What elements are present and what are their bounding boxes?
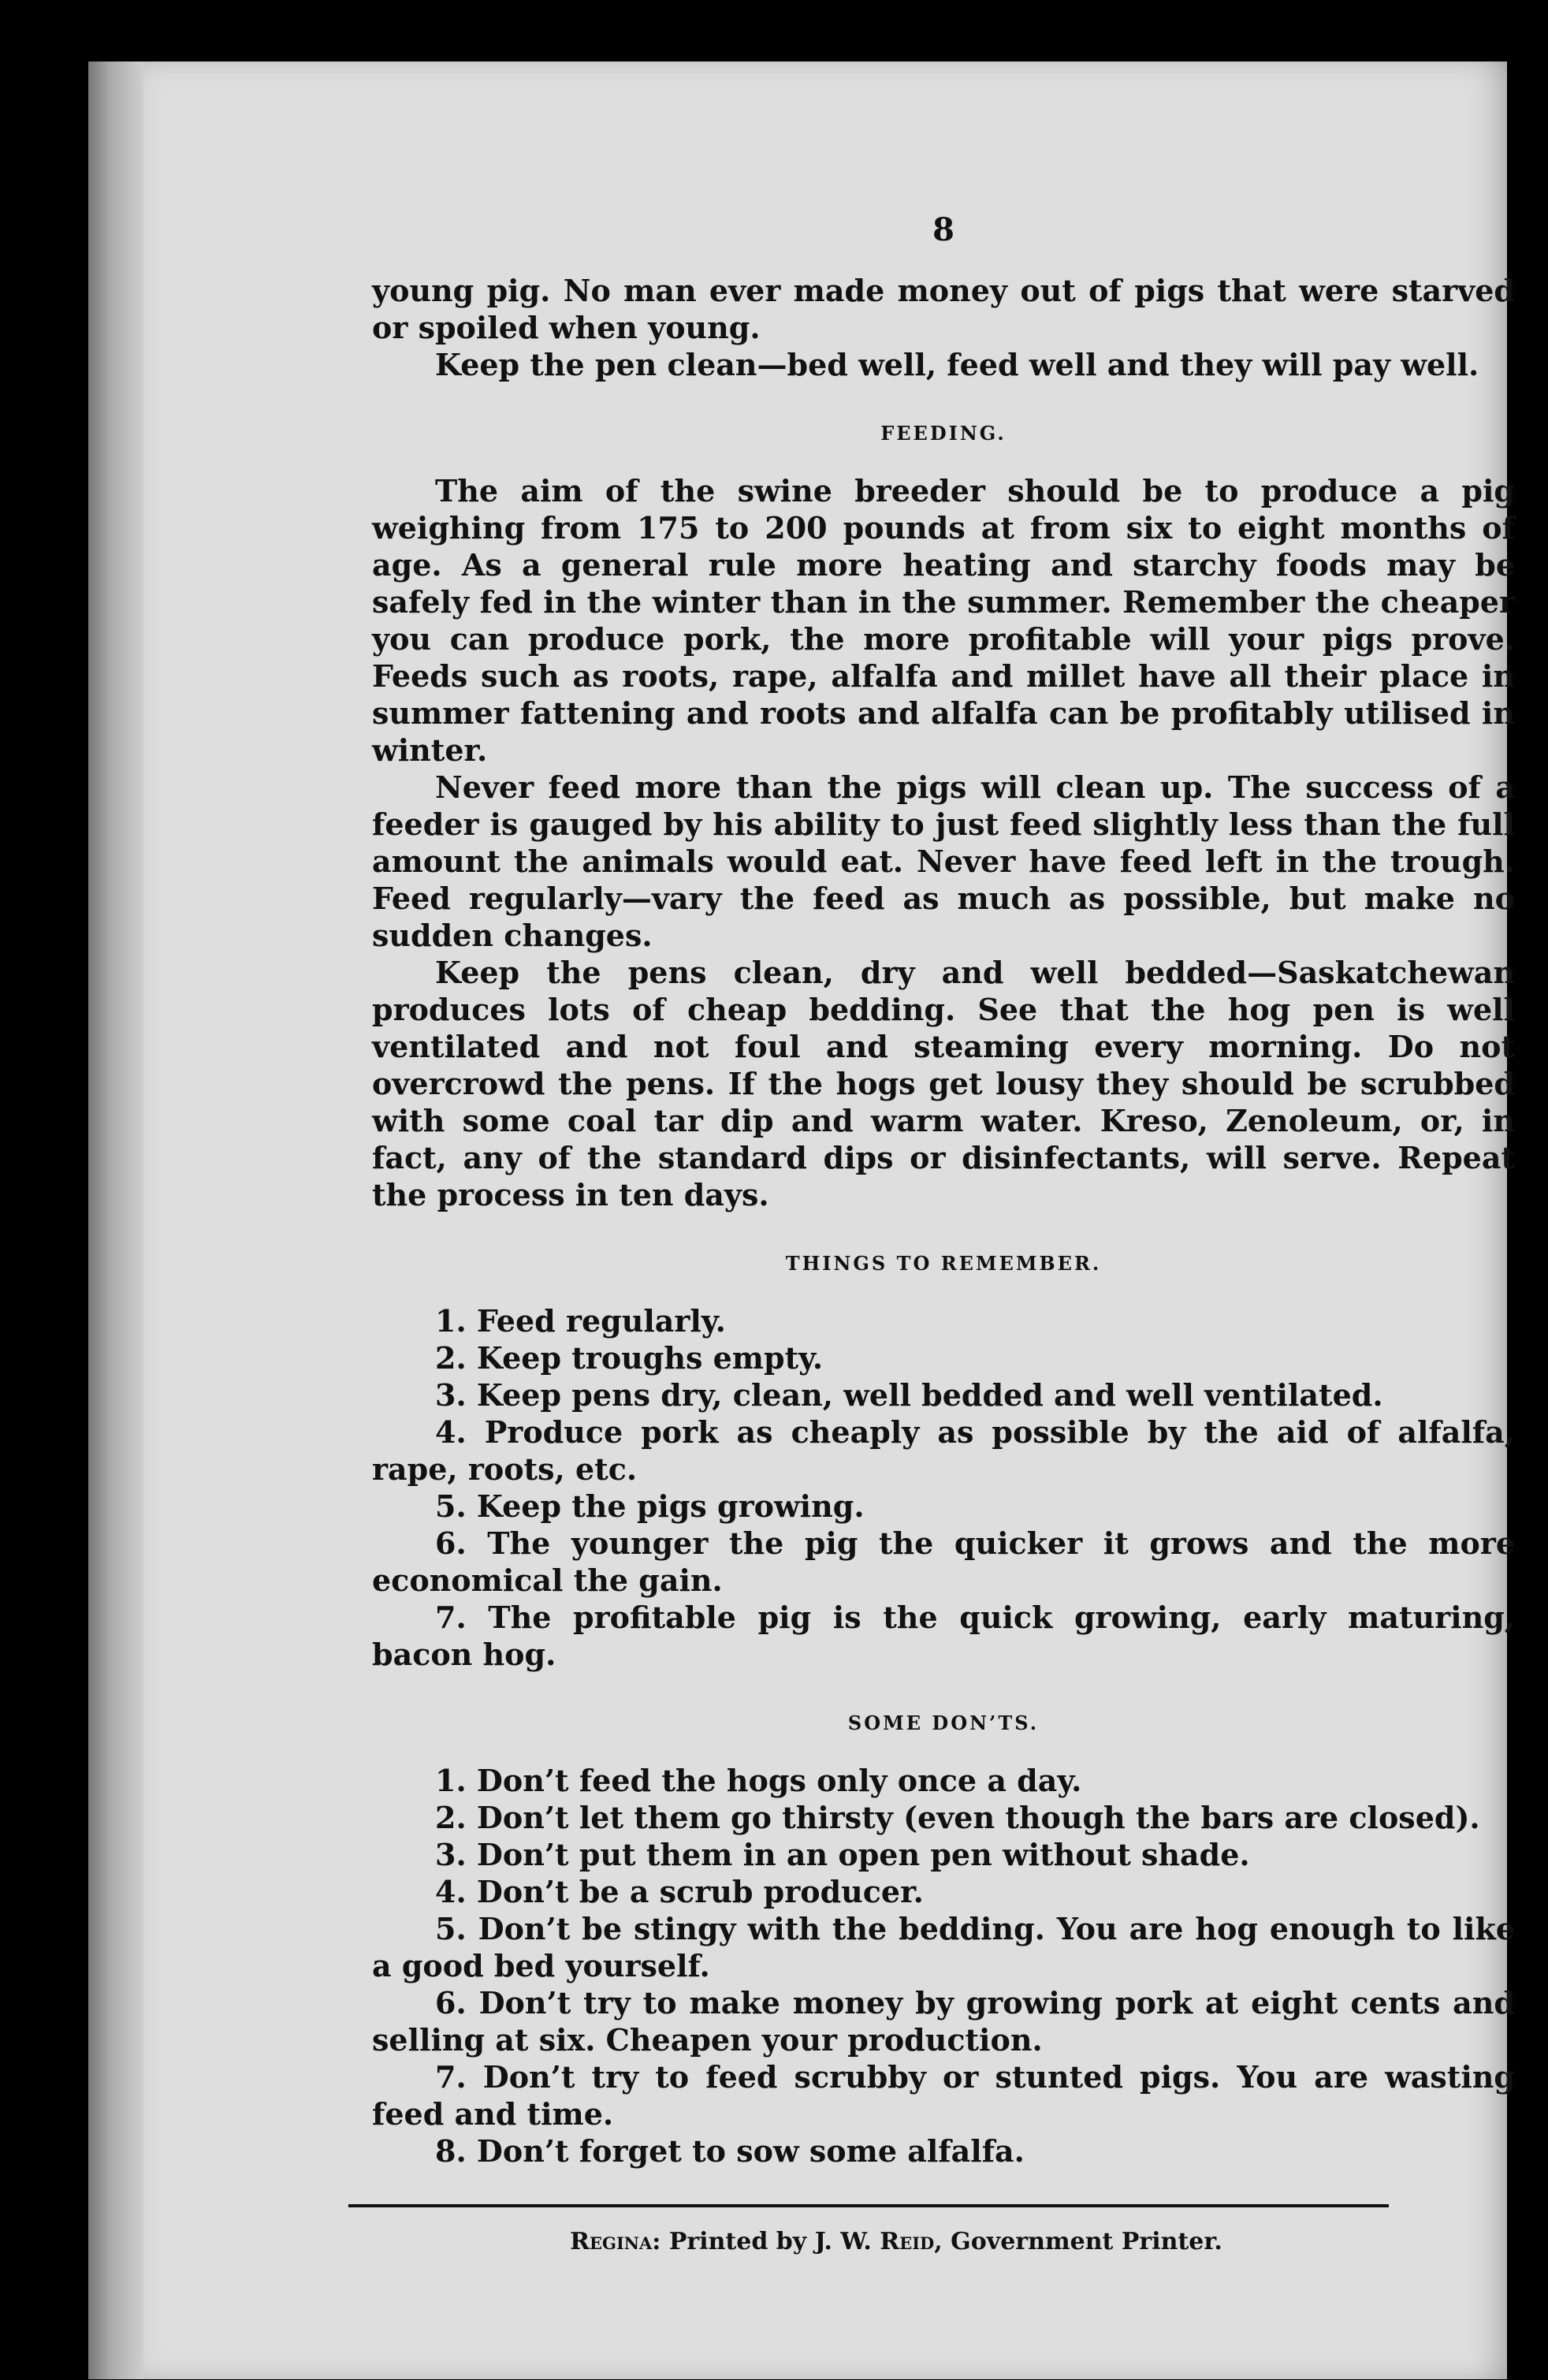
list-item: 7. Don’t try to feed scrubby or stunted pigs. You are wasting feed and time.	[372, 2059, 1515, 2132]
list-item: 1. Feed regularly.	[435, 1303, 726, 1339]
list-item: 8. Don’t forget to sow some alfalfa.	[435, 2133, 1025, 2169]
list-item: 4. Produce pork as cheaply as possible by the aid of alfalfa, rape, roots, etc.	[372, 1414, 1515, 1487]
some-donts-heading: SOME DON’TS.	[847, 1711, 1040, 1734]
things-to-remember-list	[372, 1302, 1515, 1673]
page-content	[372, 211, 1515, 2260]
list-item: 7. The profitable pig is the quick growing, early maturing, bacon hog.	[372, 1600, 1515, 1672]
list-item: 6. The younger the pig the quicker it grows and the more economical the gain.	[372, 1525, 1515, 1598]
feeding-heading: FEEDING.	[880, 422, 1007, 445]
some-donts-list	[372, 1762, 1515, 2170]
imprint-title: , Government Printer.	[934, 2228, 1222, 2255]
list-item: 6. Don’t try to make money by growing pork at eight cents and selling at six. Cheapen your production.	[372, 1985, 1515, 2058]
list-item: 3. Keep pens dry, clean, well bedded and well ventilated.	[435, 1377, 1383, 1413]
intro-paragraph-2: Keep the pen clean—bed well, feed well and they will pay well.	[435, 347, 1479, 382]
imprint-printer-name: Reid	[880, 2228, 935, 2255]
list-item: 5. Don’t be stingy with the bedding. You are hog enough to like a good bed yourself.	[372, 1911, 1515, 1983]
list-item: 4. Don’t be a scrub producer.	[435, 1874, 924, 1909]
things-to-remember-heading: THINGS TO REMEMBER.	[785, 1252, 1102, 1275]
list-item: 2. Keep troughs empty.	[435, 1340, 824, 1376]
imprint-text: : Printed by J. W.	[652, 2228, 880, 2255]
list-item: 2. Don’t let them go thirsty (even though the bars are closed).	[435, 1800, 1480, 1835]
feeding-paragraph-3: Keep the pens clean, dry and well bedded—Saskatchewan produces lots of cheap bedding. See that the hog pen is well ventilated and not foul and steaming every morning. Do not overcrowd the pens. If the hogs get lousy they should be scrubbed with some coal tar dip and warm water. Kreso, Zenoleum, or, in fact, any of the standard dips or disinfectants, will serve. Repeat the process in ten days.	[372, 955, 1515, 1212]
page-binding-shadow	[88, 61, 143, 2379]
intro-paragraph-1: young pig. No man ever made money out of pigs that were starved or spoiled when young.	[372, 273, 1515, 345]
feeding-paragraph-1: The aim of the swine breeder should be to produce a pig weighing from 175 to 200 pounds at from six to eight months of age. As a general rule more heating and starchy foods may be safely fed in the winter than in the summer. Remember the cheaper you can produce pork, the more profitable will your pigs prove. Feeds such as roots, rape, alfalfa and millet have all their place in summer fattening and roots and alfalfa can be profitably utilised in winter.	[372, 473, 1515, 768]
list-item: 3. Don’t put them in an open pen without shade.	[435, 1837, 1250, 1872]
imprint-city: Regina	[570, 2228, 653, 2255]
list-item: 1. Don’t feed the hogs only once a day.	[435, 1763, 1082, 1798]
printer-imprint	[277, 2223, 1515, 2260]
page-number: 8	[932, 211, 954, 248]
document-page	[88, 61, 1515, 2379]
list-item: 5. Keep the pigs growing.	[435, 1488, 865, 1524]
feeding-paragraph-2: Never feed more than the pigs will clean up. The success of a feeder is gauged by his ability to just feed slightly less than the full amount the animals would eat. Never have feed left in the trough. Feed regularly—vary the feed as much as possible, but make no sudden changes.	[372, 769, 1515, 953]
footer-divider	[348, 2204, 1389, 2207]
